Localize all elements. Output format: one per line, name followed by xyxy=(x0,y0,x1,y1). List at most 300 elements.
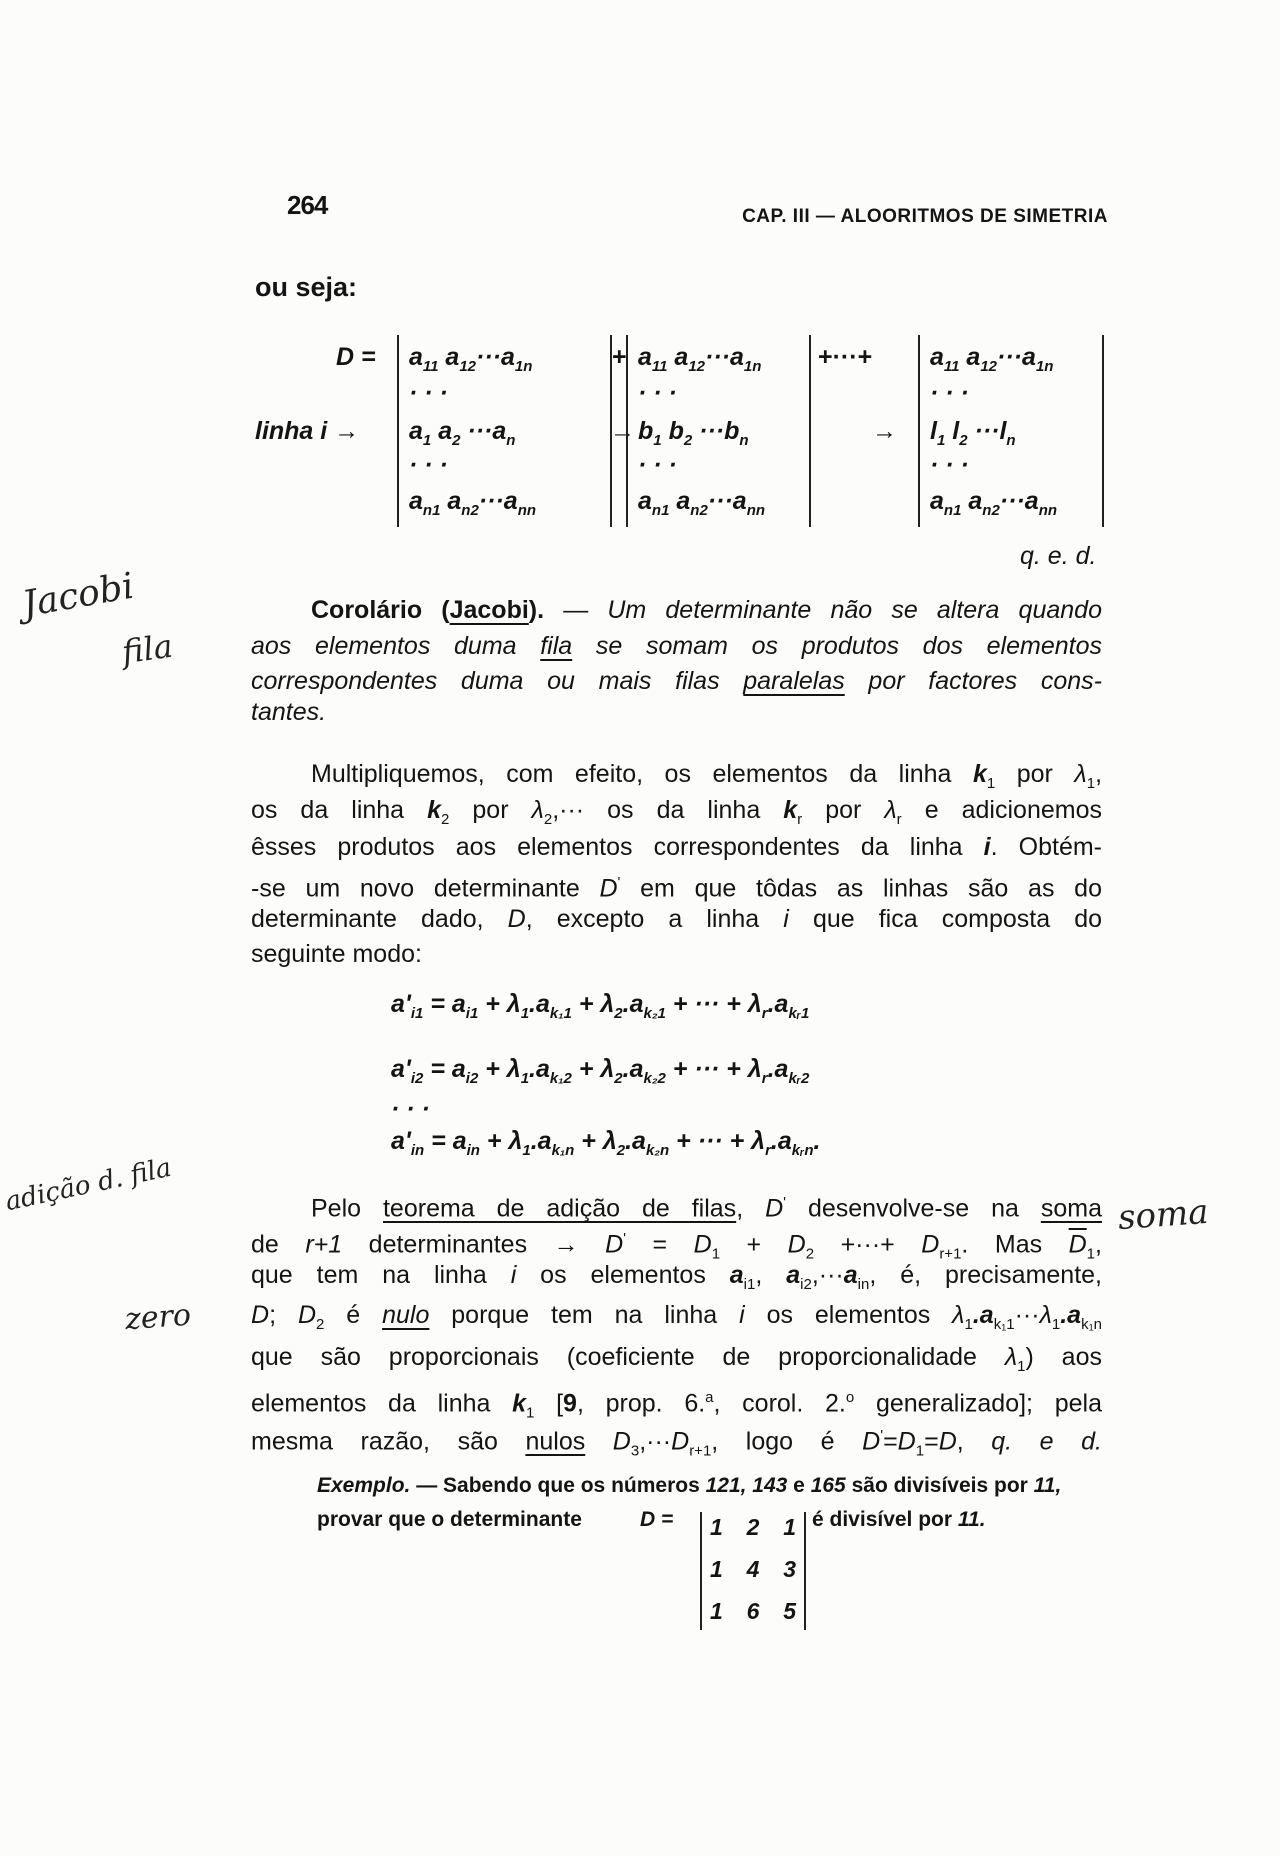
text-run: e xyxy=(787,1474,811,1497)
text-run: = a xyxy=(424,1127,467,1155)
text-run: .a xyxy=(767,1055,789,1083)
text-run: .a xyxy=(530,1127,552,1155)
text-run: λ xyxy=(952,1301,965,1329)
text-run: λ xyxy=(1004,1343,1018,1371)
det-row xyxy=(409,451,448,480)
text-run: porque tem na linha xyxy=(429,1301,740,1329)
subscript: r xyxy=(761,1005,768,1022)
text-run: -se um novo determinante xyxy=(251,874,600,903)
text-run: mesma razão, são xyxy=(251,1427,526,1456)
subscript: k₁2 xyxy=(549,1070,572,1087)
subscript: 2 xyxy=(316,1316,325,1333)
text-run: ; xyxy=(269,1301,298,1329)
subscript: 1 xyxy=(915,1442,925,1460)
superscript: a xyxy=(705,1389,714,1406)
conclusion-line xyxy=(251,1260,1102,1300)
subscript: 3 xyxy=(630,1442,640,1460)
text-run: Jacobi xyxy=(449,596,529,624)
text-run: em que tôdas as linhas são as do xyxy=(620,874,1102,903)
subscript: 11 xyxy=(943,358,960,375)
text-run: D xyxy=(612,1427,631,1456)
text-run: ) aos xyxy=(1025,1343,1102,1371)
text-run: λ xyxy=(1074,760,1087,788)
text-run: é xyxy=(324,1301,383,1329)
subscript: 1n xyxy=(1035,358,1054,375)
text-run: 11. xyxy=(957,1508,986,1531)
text-run: λ xyxy=(531,796,544,824)
text-run: k xyxy=(427,796,442,824)
text-run: = a xyxy=(423,990,466,1018)
text-run: aos elementos duma xyxy=(251,632,541,660)
text-run: · · · xyxy=(638,379,677,407)
text-run: D xyxy=(693,1230,712,1259)
text-run: desenvolve-se na xyxy=(786,1194,1041,1223)
text-run: = xyxy=(626,1230,694,1259)
example-determinant xyxy=(700,1512,806,1630)
subscript: 12 xyxy=(688,358,706,375)
handwritten-note: fila xyxy=(119,626,176,672)
example-line xyxy=(317,1474,1061,1498)
proof-line xyxy=(251,795,1102,835)
subscript: 2 xyxy=(441,811,450,828)
subscript: 2 xyxy=(543,811,553,828)
text-run: ,··· xyxy=(811,1261,844,1289)
text-run: + λ xyxy=(571,1055,615,1083)
text-run: +···+ xyxy=(814,1230,922,1259)
text-run: a xyxy=(961,487,983,515)
text-run: .a xyxy=(1060,1301,1082,1329)
text-run: $\overline{D}$ xyxy=(1068,1230,1087,1259)
subscript: 12 xyxy=(459,358,477,375)
text-run: . xyxy=(813,1127,821,1155)
corollary-line xyxy=(251,697,1102,727)
text-run: λ xyxy=(884,796,897,824)
text-run: + λ xyxy=(478,1055,521,1083)
text-run: = xyxy=(883,1427,898,1456)
text-run: ···l xyxy=(967,417,1007,445)
text-run: , xyxy=(956,1427,992,1456)
text-run: , xyxy=(1095,760,1103,788)
text-run: D xyxy=(507,905,526,933)
text-run: · · · xyxy=(391,1095,430,1123)
text-run: .a xyxy=(625,1127,646,1155)
text-run: a' xyxy=(391,990,411,1018)
text-run: D xyxy=(297,1301,316,1329)
text-run: ,··· xyxy=(639,1427,672,1456)
subscript: k₁1 xyxy=(993,1316,1015,1333)
intro-text: ou seja: xyxy=(255,272,358,302)
text-run: k xyxy=(512,1389,527,1418)
subscript: 2 xyxy=(614,1005,623,1022)
example-suffix xyxy=(812,1508,986,1532)
det-row xyxy=(930,343,1053,375)
subscript: n1 xyxy=(943,502,962,519)
text-run: , xyxy=(1095,1230,1102,1259)
subscript: 1 xyxy=(964,1316,973,1333)
text-run: · · · xyxy=(930,451,969,479)
text-run: + λ xyxy=(478,990,521,1018)
det-row xyxy=(638,417,749,449)
text-run: D xyxy=(765,1194,784,1223)
text-run: a xyxy=(930,343,944,371)
text-run: a xyxy=(930,487,944,515)
subscript: 11 xyxy=(651,358,668,375)
subscript: 1 xyxy=(520,1005,530,1022)
text-run: i xyxy=(510,1261,517,1289)
text-run: + ··· + λ xyxy=(665,1055,762,1083)
text-run: ···a xyxy=(707,487,747,515)
text-run: é divisível por xyxy=(812,1508,958,1531)
text-run: + λ xyxy=(571,990,615,1018)
subscript: 1 xyxy=(986,775,996,792)
superscript: o xyxy=(845,1389,855,1406)
text-run: , é, precisamente, xyxy=(869,1261,1102,1289)
subscript: r xyxy=(761,1070,768,1087)
text-run: D xyxy=(251,1301,270,1329)
text-run: a xyxy=(843,1261,858,1289)
text-run: D xyxy=(862,1427,881,1456)
subscript: r xyxy=(765,1142,771,1159)
text-run: paralelas xyxy=(743,667,845,695)
subscript: n xyxy=(1006,432,1016,449)
superscript: ' xyxy=(880,1427,884,1444)
superscript: ' xyxy=(617,874,621,891)
text-run: ···a xyxy=(476,343,515,371)
text-run: e adicionemos xyxy=(901,796,1102,824)
superscript: ' xyxy=(623,1230,627,1247)
text-run: .a xyxy=(622,1055,644,1083)
conclusion-line xyxy=(251,1300,1102,1340)
matrix-cell: 6 xyxy=(746,1598,760,1624)
text-run: a xyxy=(440,487,462,515)
text-run: de xyxy=(251,1230,306,1259)
text-run: que fica composta do xyxy=(788,905,1103,933)
text-run: a xyxy=(669,487,691,515)
text-run: i xyxy=(739,1301,745,1329)
handwritten-note: Jacobi xyxy=(19,565,138,626)
proof-line xyxy=(251,904,1102,934)
proof-line xyxy=(251,939,1102,969)
text-run: .a xyxy=(770,1127,792,1155)
text-run: por xyxy=(995,760,1075,788)
text-run: a xyxy=(409,487,423,515)
text-run: a xyxy=(959,343,981,371)
text-run: , xyxy=(755,1261,787,1289)
det-row xyxy=(638,379,677,408)
det-row xyxy=(409,417,515,449)
subscript: 2 xyxy=(959,432,968,449)
text-run: k xyxy=(972,760,987,788)
text-run: correspondentes duma ou mais filas xyxy=(251,667,744,695)
det-row xyxy=(638,343,761,375)
row-label-linha-i: linha i → xyxy=(255,417,360,445)
subscript: n1 xyxy=(422,502,441,519)
conclusion-line xyxy=(251,1188,1102,1223)
text-run: 165 xyxy=(810,1474,846,1497)
text-run: , logo é xyxy=(711,1427,863,1456)
text-run: por xyxy=(802,796,885,824)
subscript: 1 xyxy=(1086,1245,1096,1263)
text-run: q. e d. xyxy=(991,1427,1103,1456)
subscript: 1 xyxy=(522,1142,531,1159)
text-run: · · · xyxy=(409,451,448,479)
text-run: os elementos xyxy=(516,1261,730,1289)
subscript: 1 xyxy=(711,1245,721,1263)
text-run: 121, 143 xyxy=(705,1474,788,1497)
subscript: nn xyxy=(746,502,766,519)
text-run: a xyxy=(431,417,453,445)
lhs-d-equals: D = xyxy=(336,343,376,371)
text-run: · · · xyxy=(409,379,448,407)
text-run: êsses produtos aos elementos correspondentes da linha xyxy=(251,833,984,861)
equation xyxy=(391,1055,809,1087)
subscript: 1n xyxy=(514,358,533,375)
arrow: → xyxy=(610,417,635,445)
subscript: k₂1 xyxy=(643,1005,666,1022)
text-run: por factores cons- xyxy=(844,667,1103,695)
subscript: 2 xyxy=(805,1245,815,1263)
subscript: 1 xyxy=(1086,775,1096,792)
text-run: r+1 xyxy=(305,1230,343,1259)
text-run: determinante dado, xyxy=(251,905,508,933)
equation xyxy=(391,990,809,1022)
subscript: n xyxy=(739,432,749,449)
text-run: + xyxy=(720,1230,788,1259)
text-run: λ xyxy=(1039,1301,1052,1329)
det-row xyxy=(930,379,969,408)
text-run: são divisíveis por xyxy=(845,1474,1034,1497)
matrix-row xyxy=(710,1514,796,1541)
text-run: + ··· + λ xyxy=(665,990,762,1018)
determinant-1 xyxy=(397,335,612,527)
conclusion-line xyxy=(251,1342,1102,1382)
text-run: , corol. 2. xyxy=(713,1389,846,1418)
text-run: os da linha xyxy=(251,796,428,824)
subscript: 1 xyxy=(936,432,946,449)
plus-dots: +···+ xyxy=(818,343,873,371)
handwritten-note: adição d. fila xyxy=(2,1152,175,1218)
text-run: .a xyxy=(622,990,644,1018)
subscript: 1 xyxy=(653,432,662,449)
subscript: n2 xyxy=(461,502,479,519)
plus-sign: + xyxy=(612,343,627,371)
corollary-line xyxy=(251,595,1102,625)
text-run: .a xyxy=(972,1301,994,1329)
text-run: a' xyxy=(391,1055,411,1083)
text-run: ,··· os da linha xyxy=(552,796,784,824)
det-row xyxy=(638,451,677,480)
subscript: k₂2 xyxy=(643,1070,666,1087)
determinant-3 xyxy=(918,335,1104,527)
subscript: i1 xyxy=(465,1005,479,1022)
text-run: ···a xyxy=(999,487,1039,515)
subscript: kᵣ1 xyxy=(788,1005,810,1022)
subscript: 12 xyxy=(980,358,998,375)
text-run: por xyxy=(449,796,532,824)
subscript: 2 xyxy=(452,432,461,449)
text-run: que tem na linha xyxy=(251,1261,511,1289)
proof-line xyxy=(251,868,1102,903)
corollary-line xyxy=(251,631,1102,661)
text-run: Multipliquemos, com efeito, os elementos da linha xyxy=(311,760,973,788)
arrow: → xyxy=(872,417,897,445)
text-run: ···a xyxy=(478,487,518,515)
text-run: · · · xyxy=(930,379,969,407)
subscript: k₂n xyxy=(645,1142,670,1159)
text-run: — Um determinante não se altera quando xyxy=(544,596,1102,624)
subscript: r+1 xyxy=(689,1442,712,1460)
handwritten-note: soma xyxy=(1116,1191,1210,1239)
subscript: in xyxy=(466,1142,480,1159)
subscript: n xyxy=(506,432,516,449)
text-run: b xyxy=(661,417,684,445)
text-run: a xyxy=(786,1261,801,1289)
text-run: determinantes → xyxy=(342,1230,606,1259)
text-run: teorema de adição de filas xyxy=(382,1194,737,1223)
proof-line xyxy=(251,832,1102,862)
subscript: kᵣn xyxy=(791,1142,814,1159)
det-row xyxy=(409,487,536,519)
text-run: os elementos xyxy=(744,1301,953,1329)
subscript: n2 xyxy=(982,502,1000,519)
determinant-2 xyxy=(626,335,811,527)
text-run: 11, xyxy=(1033,1474,1062,1497)
det-row xyxy=(409,379,448,408)
text-run: a xyxy=(638,343,652,371)
matrix-row xyxy=(710,1556,796,1583)
text-run: que são proporcionais (coeficiente de proporcionalidade xyxy=(251,1343,1005,1371)
matrix-cell: 2 xyxy=(746,1514,760,1540)
matrix-cell: 5 xyxy=(783,1598,796,1624)
text-run: + λ xyxy=(479,1127,523,1155)
subscript: 2 xyxy=(614,1070,623,1087)
text-run: ). xyxy=(528,596,545,624)
text-run: ···a xyxy=(460,417,507,445)
text-run: elementos da linha xyxy=(251,1389,513,1418)
text-run: D xyxy=(921,1230,940,1259)
text-run: . Mas xyxy=(961,1230,1069,1259)
text-run: D xyxy=(671,1427,690,1456)
text-run: nulo xyxy=(382,1301,430,1329)
text-run: = a xyxy=(423,1055,466,1083)
subscript: kᵣ2 xyxy=(788,1070,810,1087)
text-run: , xyxy=(736,1194,766,1223)
text-run: D xyxy=(938,1427,957,1456)
subscript: i2 xyxy=(465,1070,479,1087)
text-run: tantes. xyxy=(251,698,327,726)
subscript: k₁n xyxy=(1081,1316,1102,1333)
text-run: b xyxy=(638,417,654,445)
text-run: D xyxy=(599,874,618,903)
subscript: r xyxy=(896,811,902,828)
matrix-cell: 1 xyxy=(710,1598,723,1624)
superscript: ' xyxy=(783,1194,787,1211)
conclusion-line xyxy=(251,1421,1102,1466)
text-run: k xyxy=(783,796,798,824)
text-run: .a xyxy=(767,990,789,1018)
text-run: 9 xyxy=(563,1389,577,1418)
text-run: .a xyxy=(529,990,550,1018)
text-run: l xyxy=(930,417,937,445)
subscript: 1 xyxy=(1017,1358,1026,1375)
subscript: 1 xyxy=(520,1070,530,1087)
matrix-cell: 1 xyxy=(783,1514,796,1540)
text-run: a xyxy=(409,417,423,445)
text-run xyxy=(585,1427,613,1455)
subscript: k₁1 xyxy=(549,1005,572,1022)
text-run: — Sabendo que os números xyxy=(410,1474,706,1497)
subscript: i1 xyxy=(743,1276,756,1293)
text-run: a xyxy=(638,487,652,515)
corollary-line xyxy=(251,666,1102,696)
text-run: a xyxy=(667,343,689,371)
text-run: ··· xyxy=(1014,1301,1040,1329)
det-row xyxy=(638,487,765,519)
text-run: i xyxy=(783,905,789,933)
text-run: [ xyxy=(534,1389,564,1418)
matrix-cell: 1 xyxy=(710,1556,723,1582)
text-run: soma xyxy=(1040,1194,1102,1223)
text-run: a xyxy=(438,343,460,371)
text-run: · · · xyxy=(638,451,677,479)
text-run: , prop. 6. xyxy=(576,1389,706,1418)
subscript: 1 xyxy=(1051,1316,1061,1333)
text-run: a xyxy=(409,343,423,371)
text-run: ···a xyxy=(997,343,1036,371)
subscript: i2 xyxy=(800,1276,812,1293)
text-run: Exemplo. xyxy=(317,1474,411,1497)
page-number: 264 xyxy=(287,190,328,220)
subscript: i2 xyxy=(410,1070,424,1087)
text-run: , excepto a linha xyxy=(525,905,784,933)
subscript: in xyxy=(857,1276,870,1293)
text-run: se somam os produtos dos elementos xyxy=(572,632,1102,660)
subscript: nn xyxy=(517,502,537,519)
subscript: in xyxy=(410,1142,425,1159)
proof-line xyxy=(251,759,1102,799)
subscript: r+1 xyxy=(939,1245,962,1263)
text-run: l xyxy=(945,417,960,445)
text-run: seguinte modo: xyxy=(251,940,422,968)
det-row xyxy=(930,417,1016,449)
subscript: i1 xyxy=(410,1005,424,1022)
subscript: k₁n xyxy=(551,1142,575,1159)
text-run: + λ xyxy=(574,1127,617,1155)
text-run: i xyxy=(983,833,991,861)
text-run: nulos xyxy=(525,1427,586,1456)
equation-ellipsis xyxy=(391,1095,430,1124)
subscript: 1 xyxy=(526,1404,535,1422)
running-header: CAP. III — ALOORITMOS DE SIMETRIA xyxy=(742,206,1108,227)
text-run: fila xyxy=(540,632,573,660)
subscript: 2 xyxy=(683,432,693,449)
text-run: D xyxy=(897,1427,916,1456)
text-run: .a xyxy=(529,1055,550,1083)
text-run: ···a xyxy=(705,343,744,371)
subscript: r xyxy=(797,811,803,828)
text-run: + ··· + λ xyxy=(669,1127,766,1155)
text-run: generalizado]; pela xyxy=(854,1389,1102,1418)
subscript: n2 xyxy=(690,502,708,519)
text-run: . Obtém- xyxy=(990,833,1102,861)
matrix-row xyxy=(710,1598,796,1625)
subscript: 2 xyxy=(616,1142,626,1159)
det-row xyxy=(930,451,969,480)
example-lhs: D = xyxy=(640,1508,674,1531)
text-run: D xyxy=(787,1230,806,1259)
text-run: Pelo xyxy=(311,1194,383,1223)
matrix-cell: 1 xyxy=(710,1514,723,1540)
